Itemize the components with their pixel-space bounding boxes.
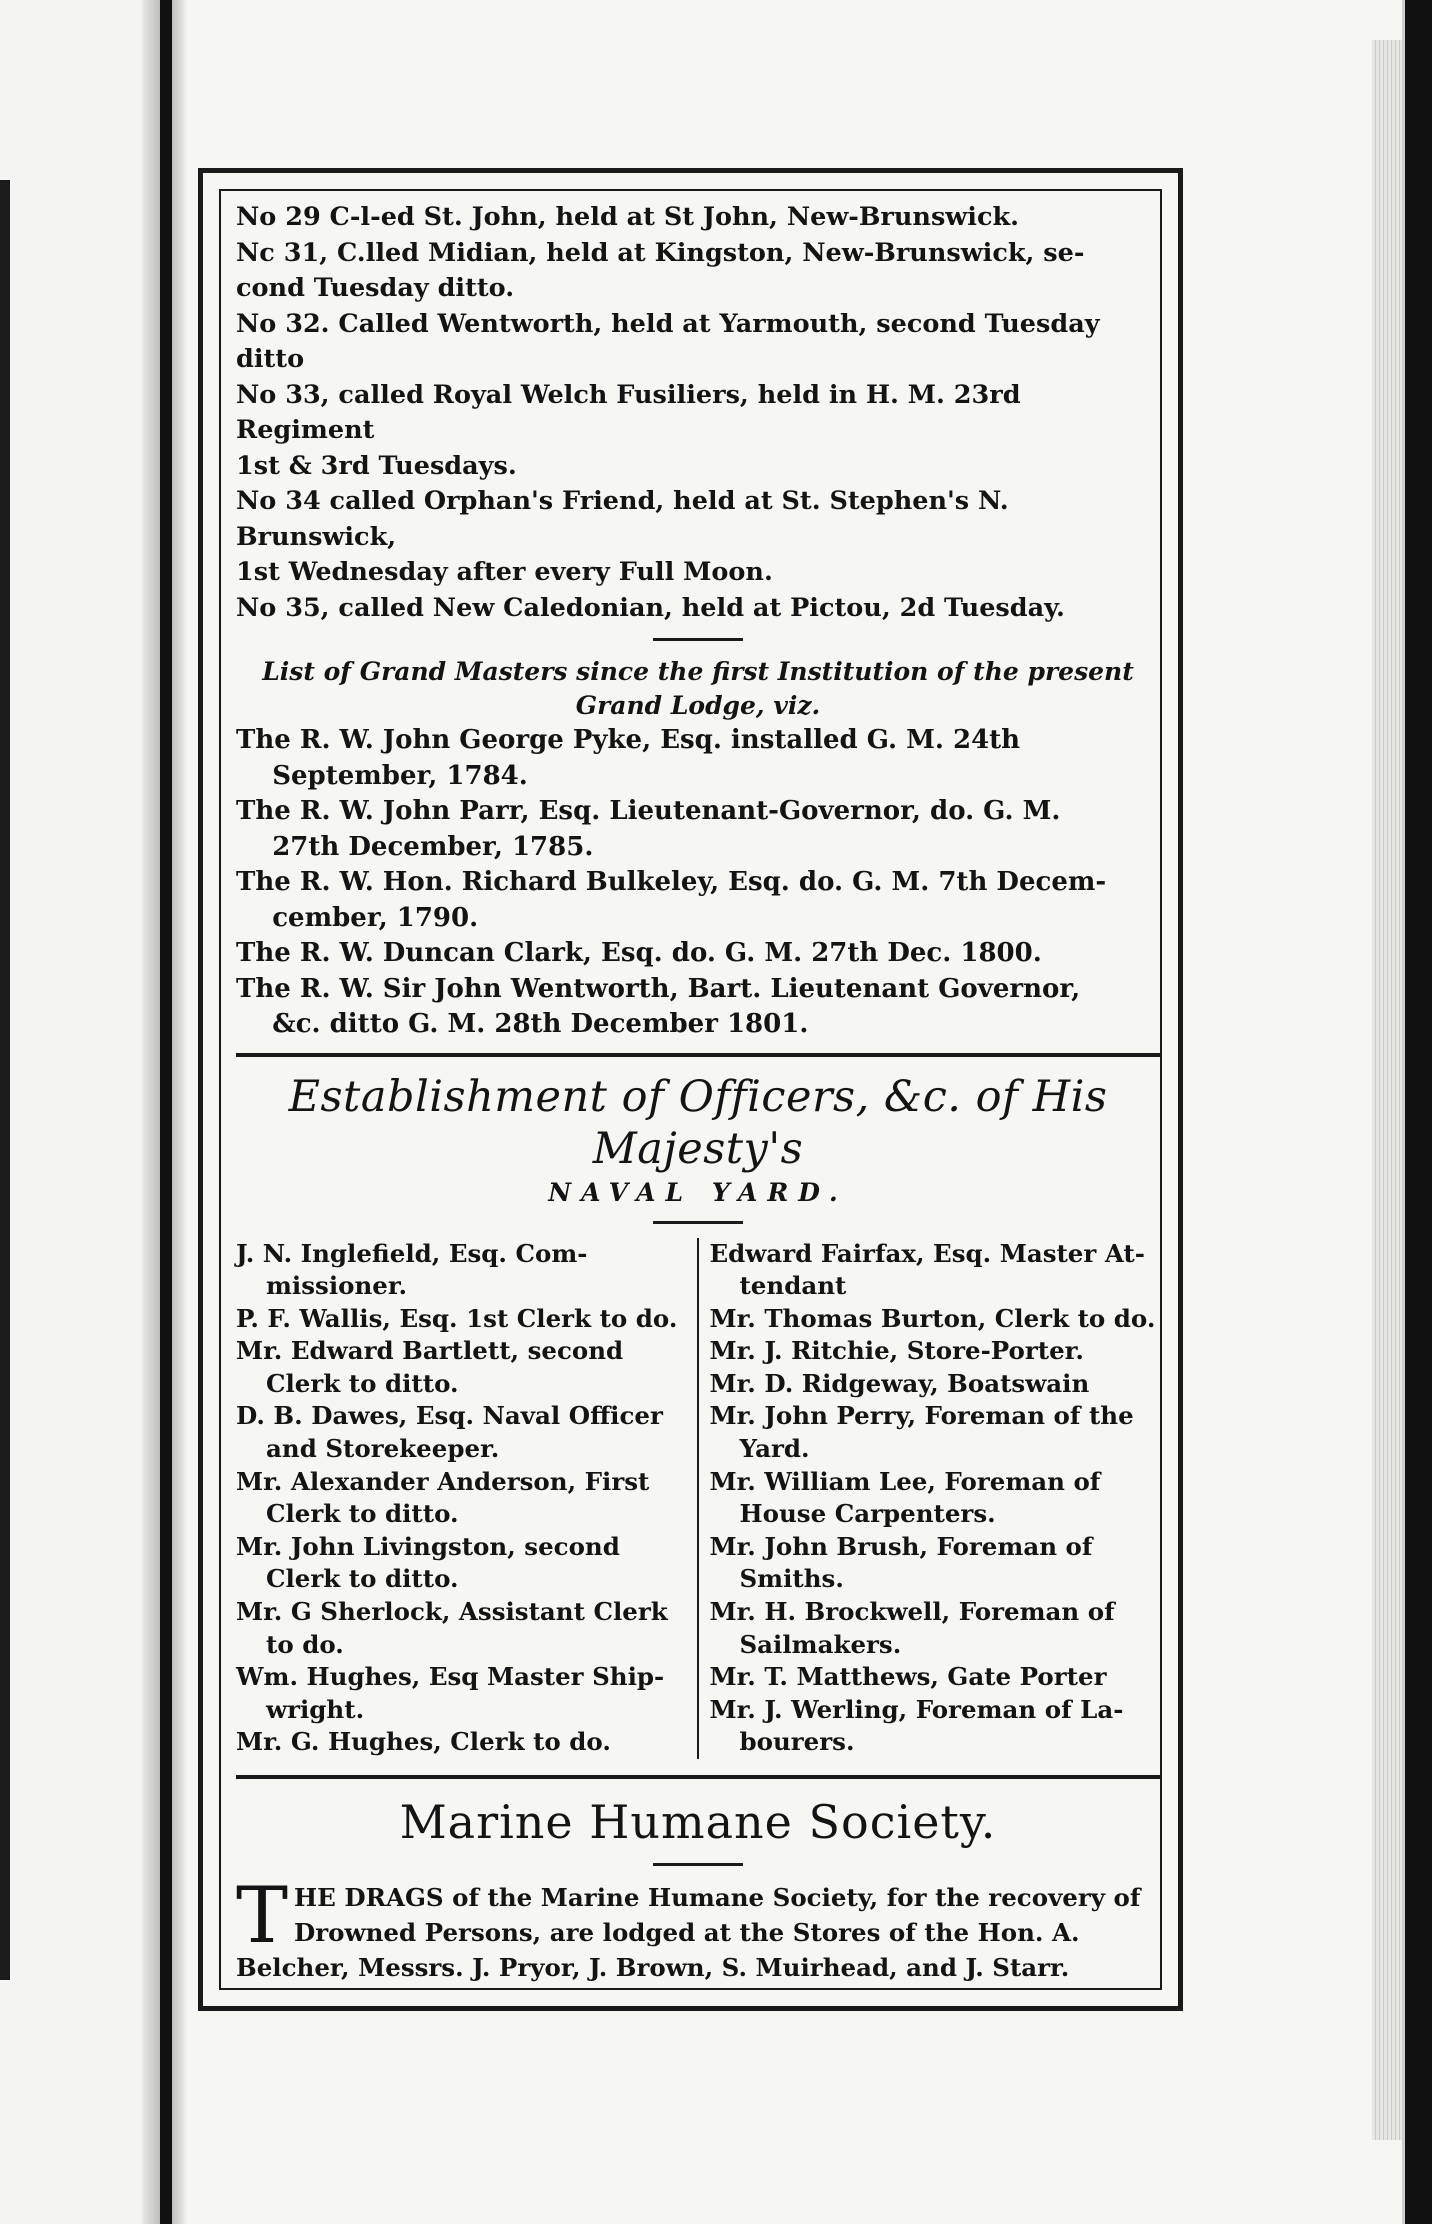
officer-line: Mr. John Brush, Foreman of: [709, 1531, 1093, 1561]
section-divider: [653, 1221, 743, 1224]
lodge-line: ditto: [236, 344, 305, 374]
lodge-entry-29: [236, 200, 1160, 236]
officer-entry: [236, 1466, 687, 1531]
book-gutter: [142, 0, 160, 2224]
officers-right-column: [709, 1238, 1160, 1760]
lodge-line: Nc 31, C.lled Midian, held at Kingston, New-Brunswick, se-: [236, 237, 1085, 268]
lodge-line: No 33, called Royal Welch Fusiliers, held in H. M. 23rd Regiment: [236, 379, 1021, 445]
grand-master-entry: [236, 794, 1160, 865]
officer-line: Mr. D. Ridgeway, Boatswain: [709, 1368, 1090, 1398]
entry-line: &c. ditto G. M. 28th December 1801.: [272, 1009, 809, 1039]
officer-line: Wm. Hughes, Esq Master Ship-: [236, 1662, 665, 1692]
officer-line: Mr. Alexander Anderson, First: [236, 1466, 650, 1496]
entry-line: The R. W. John George Pyke, Esq. installed G. M. 24th: [236, 725, 1021, 755]
lodge-entry-33: [236, 378, 1160, 485]
grand-master-entry: [236, 972, 1160, 1043]
officer-line: and Storekeeper.: [266, 1434, 500, 1464]
lodge-entry-34: [236, 484, 1160, 591]
officers-left-column: [236, 1238, 687, 1760]
lodge-line: No 29 C‑l‑ed St. John, held at St John, New-Brunswick.: [236, 202, 1020, 232]
entry-line: The R. W. Sir John Wentworth, Bart. Lieutenant Governor,: [236, 973, 1081, 1004]
establishment-subtitle: NAVAL YARD.: [548, 1177, 848, 1207]
page-content: [236, 200, 1160, 1985]
society-title: Marine Humane Society.: [399, 1795, 997, 1849]
lodge-line: No 34 called Orphan's Friend, held at St. Stephen's N. Brunswick,: [236, 486, 1009, 552]
lodge-line: 1st & 3rd Tuesdays.: [236, 450, 517, 481]
officer-entry: [709, 1368, 1160, 1401]
left-page-edge: [0, 0, 160, 2224]
officer-entry: [709, 1238, 1160, 1303]
section-rule: [236, 1775, 1160, 1779]
officer-entry: [709, 1335, 1160, 1368]
entry-line: 27th December, 1785.: [272, 831, 594, 862]
officer-entry: [709, 1694, 1160, 1759]
lodge-entry-31: [236, 236, 1160, 307]
grand-masters-list: [236, 723, 1160, 1043]
officer-line: J. N. Inglefield, Esq. Com-: [236, 1238, 588, 1268]
officer-line: Mr. H. Brockwell, Foreman of: [709, 1597, 1115, 1627]
lodge-line: No 32. Called Wentworth, held at Yarmouth, second Tuesday: [236, 308, 1100, 339]
grand-master-entry: [236, 865, 1160, 936]
lodge-list: [236, 200, 1160, 626]
heading-line: List of Grand Masters since the first Institution of the present: [262, 657, 1134, 686]
grand-master-entry: [236, 936, 1160, 972]
officer-line: Mr. John Livingston, second: [236, 1531, 620, 1561]
officer-line: Mr. Edward Bartlett, second: [236, 1336, 624, 1366]
entry-line: September, 1784.: [272, 760, 528, 791]
officer-entry: [236, 1303, 687, 1336]
lodge-entry-35: [236, 591, 1160, 627]
lodge-line: No 35, called New Caledonian, held at Pictou, 2d Tuesday.: [236, 592, 1065, 623]
entry-line: The R. W. Duncan Clark, Esq. do. G. M. 27th Dec. 1800.: [236, 938, 1042, 968]
officer-line: Clerk to ditto.: [266, 1368, 459, 1398]
officer-entry: [709, 1303, 1160, 1336]
grand-master-entry: [236, 723, 1160, 794]
officer-line: P. F. Wallis, Esq. 1st Clerk to do.: [236, 1303, 678, 1333]
heading-line: Grand Lodge, viz.: [575, 691, 821, 720]
officers-columns: [236, 1238, 1160, 1760]
officer-entry: [709, 1466, 1160, 1531]
officer-line: bourers.: [739, 1727, 855, 1757]
officer-line: House Carpenters.: [739, 1499, 996, 1529]
officer-entry: [236, 1531, 687, 1596]
lodge-entry-32: [236, 307, 1160, 378]
page-spine-shadow: [172, 0, 188, 2224]
entry-line: cember, 1790.: [272, 902, 479, 933]
column-divider: [697, 1238, 700, 1760]
officer-line: Mr. J. Werling, Foreman of La-: [709, 1694, 1124, 1724]
officer-entry: [236, 1335, 687, 1400]
officer-line: D. B. Dawes, Esq. Naval Officer: [236, 1401, 663, 1431]
officer-line: to do.: [266, 1629, 344, 1659]
grand-masters-heading: [236, 655, 1160, 723]
establishment-title: Establishment of Officers, &c. of His Majesty's: [288, 1071, 1108, 1174]
lodge-line: 1st Wednesday after every Full Moon.: [236, 557, 773, 587]
officer-line: Mr. John Perry, Foreman of the: [709, 1401, 1134, 1431]
left-page-border: [0, 180, 10, 1980]
officer-entry: [236, 1596, 687, 1661]
officer-line: Mr. G Sherlock, Assistant Clerk: [236, 1597, 668, 1627]
officer-line: Mr. J. Ritchie, Store-Porter.: [709, 1336, 1084, 1366]
lodge-line: cond Tuesday ditto.: [236, 273, 515, 303]
section-rule: [236, 1053, 1160, 1057]
officer-entry: [709, 1400, 1160, 1465]
officer-line: Mr. Thomas Burton, Clerk to do.: [709, 1303, 1156, 1333]
officer-line: Sailmakers.: [739, 1629, 902, 1659]
section-divider: [653, 638, 743, 641]
page-fore-edge: [1372, 40, 1402, 2140]
officer-line: Yard.: [739, 1434, 810, 1464]
entry-line: The R. W. Hon. Richard Bulkeley, Esq. do. G. M. 7th Decem-: [236, 867, 1107, 897]
officer-line: Clerk to ditto.: [266, 1564, 459, 1594]
society-notice: [236, 1871, 1160, 1985]
officer-entry: [709, 1531, 1160, 1596]
entry-line: The R. W. John Parr, Esq. Lieutenant-Governor, do. G. M.: [236, 796, 1061, 826]
officer-line: Clerk to ditto.: [266, 1499, 459, 1529]
officer-entry: [236, 1238, 687, 1303]
officer-line: Smiths.: [739, 1564, 844, 1594]
officer-line: tendant: [739, 1271, 847, 1301]
officer-entry: [236, 1400, 687, 1465]
drop-cap: T: [236, 1871, 289, 1961]
officer-entry: [709, 1661, 1160, 1694]
officer-line: wright.: [266, 1694, 365, 1724]
officer-line: Mr. William Lee, Foreman of: [709, 1466, 1101, 1496]
officer-line: Mr. G. Hughes, Clerk to do.: [236, 1727, 611, 1757]
notice-text: HE DRAGS of the Marine Humane Society, for the recovery of Drowned Persons, are lodged at the Stores of the Hon. A. Belcher, Messrs. J. Pryor, J. Brown, S. Muirhead, and J. Starr.: [236, 1883, 1141, 1982]
section-divider: [653, 1863, 743, 1866]
officer-entry: [709, 1596, 1160, 1661]
officer-line: Mr. T. Matthews, Gate Porter: [709, 1662, 1107, 1692]
officer-entry: [236, 1661, 687, 1726]
officer-line: missioner.: [266, 1271, 408, 1301]
officer-entry: [236, 1726, 687, 1759]
officer-line: Edward Fairfax, Esq. Master At-: [709, 1238, 1145, 1268]
